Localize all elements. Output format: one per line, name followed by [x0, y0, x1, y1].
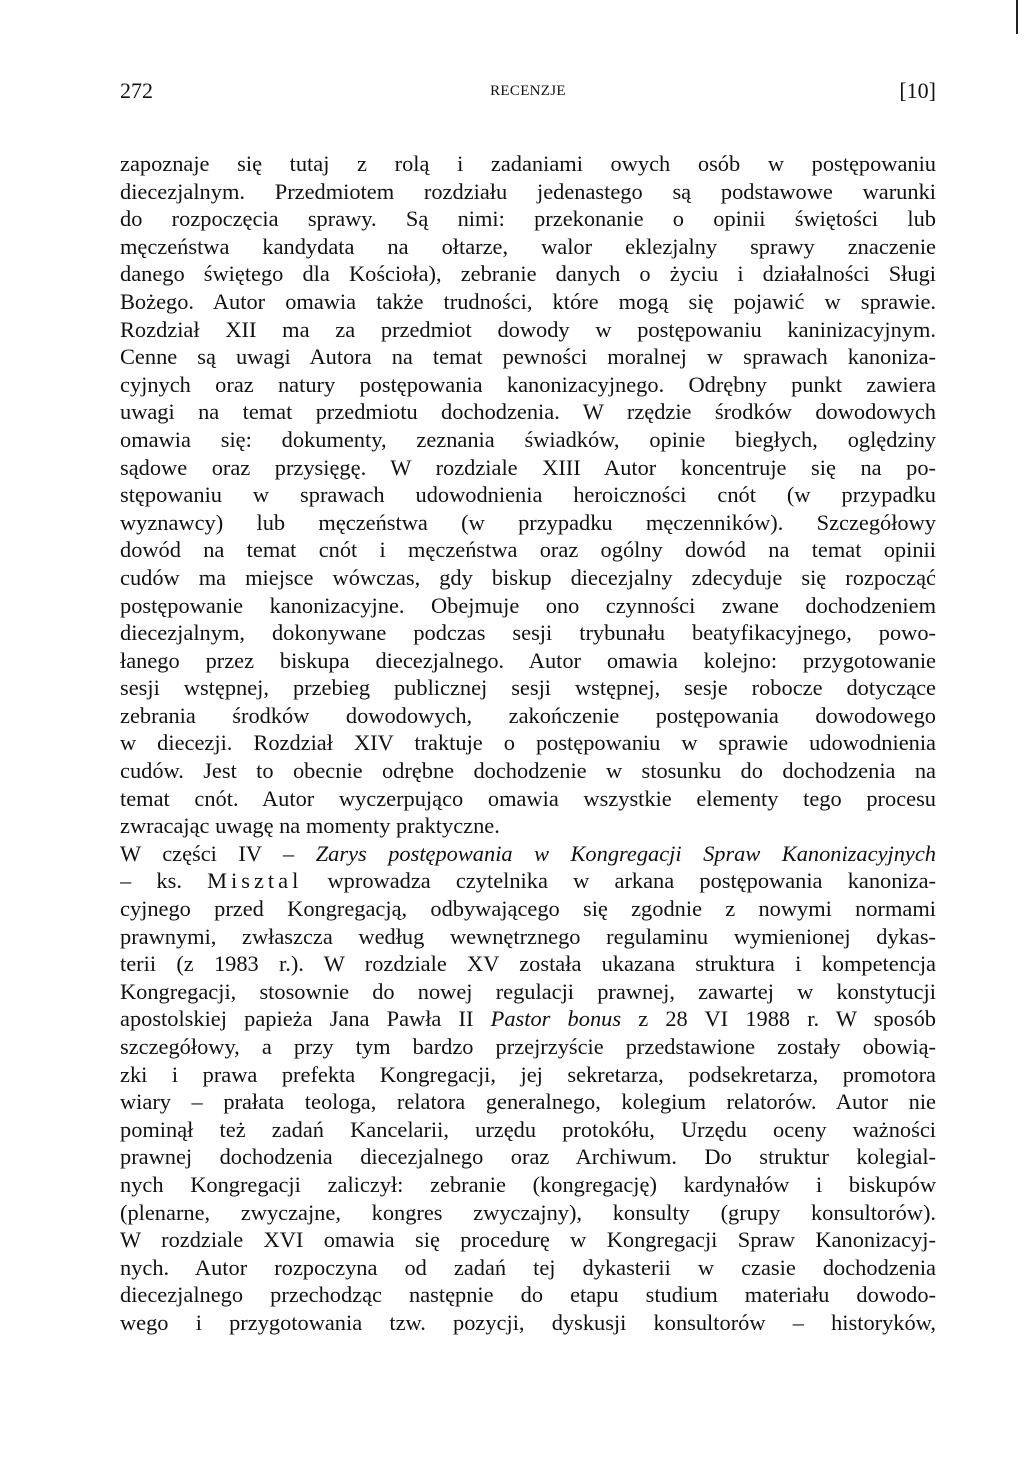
text-run-text: dowód na temat cnót i męczeństwa oraz ogólny dowód na temat opinii: [120, 537, 936, 563]
page-number: 272: [120, 78, 153, 103]
text-line: [120, 840, 936, 868]
text-run-text: cudów. Jest to obecnie odrębne dochodzenie w stosunku do dochodzenia na: [120, 758, 936, 784]
text-run-text: łanego przez biskupa diecezjalnego. Autor omawia kolejno: przygotowanie: [120, 647, 936, 673]
text-line: [120, 619, 936, 647]
text-run-text: uwagi na temat przedmiotu dochodzenia. W rzędzie środków dowodowych: [120, 399, 936, 425]
text-run-text: W rozdziale XVI omawia się procedurę w Kongregacji Spraw Kanonizacyj-: [120, 1227, 936, 1253]
text-run-text: prawnymi, zwłaszcza według wewnętrznego regulaminu wymienionej dykas-: [120, 923, 936, 949]
text-run-text: diecezjalnym, dokonywane podczas sesji trybunału beatyfikacyjnego, powo-: [120, 620, 936, 646]
text-run-text: postępowanie kanonizacyjne. Obejmuje ono czynności zwane dochodzeniem: [120, 592, 936, 618]
text-line: [120, 1061, 936, 1089]
text-run-text: zebrania środków dowodowych, zakończenie postępowania dowodowego: [120, 702, 936, 728]
text-line: [120, 1143, 936, 1171]
text-line: [120, 316, 936, 344]
text-line: [120, 371, 936, 399]
text-line: [120, 729, 936, 757]
text-line: [120, 1254, 936, 1282]
text-line: [120, 923, 936, 951]
text-line: [120, 592, 936, 620]
text-line: [120, 950, 936, 978]
text-run-pre: W części IV –: [120, 840, 316, 866]
text-run-text: nych Kongregacji zaliczył: zebranie (kongregację) kardynałów i biskupów: [120, 1171, 936, 1197]
text-run-text: temat cnót. Autor wyczerpująco omawia wszystkie elementy tego procesu: [120, 785, 936, 811]
text-line: [120, 1171, 936, 1199]
text-line: [120, 1116, 936, 1144]
text-run-text: diecezjalnym. Przedmiotem rozdziału jedenastego są podstawowe warunki: [120, 178, 936, 204]
text-run-text: diecezjalnego przechodząc następnie do etapu studium materiału dowodo-: [120, 1282, 936, 1308]
text-run-text: sesji wstępnej, przebieg publicznej sesji wstępnej, sesje robocze dotyczące: [120, 675, 936, 701]
text-run-text: Kongregacji, stosownie do nowej regulacji prawnej, zawartej w konstytucji: [120, 978, 936, 1004]
text-line: [120, 536, 936, 564]
text-run-text: wyznawcy) lub męczeństwa (w przypadku męczenników). Szczegółowy: [120, 509, 936, 535]
text-line: [120, 674, 936, 702]
running-title: RECENZJE: [490, 83, 566, 99]
text-line: [120, 757, 936, 785]
text-line: [120, 398, 936, 426]
text-line: [120, 564, 936, 592]
text-run-italic: Pastor bonus: [490, 1006, 622, 1032]
text-run-text: terii (z 1983 r.). W rozdziale XV została ukazana struktura i kompetencja: [120, 951, 936, 977]
text-run-text: nych. Autor rozpoczyna od zadań tej dykasterii w czasie dochodzenia: [120, 1254, 936, 1280]
page-edge-mark: [1016, 0, 1018, 34]
text-line: [120, 1033, 936, 1061]
text-run-text: zki i prawa prefekta Kongregacji, jej sekretarza, podsekretarza, promotora: [120, 1061, 936, 1087]
text-run-text: danego świętego dla Kościoła), zebranie danych o życiu i działalności Sługi: [120, 261, 936, 287]
text-line: [120, 1281, 936, 1309]
text-line: [120, 1199, 936, 1227]
text-run-text: (plenarne, zwyczajne, kongres zwyczajny), konsulty (grupy konsultorów).: [120, 1199, 936, 1225]
text-run-italic: Zarys postępowania w Kongregacji Spraw Kanonizacyjnych: [315, 840, 936, 866]
text-line: [120, 233, 936, 261]
text-line: [120, 785, 936, 813]
text-run-text: szczegółowy, a przy tym bardzo przejrzyście przedstawione zostały obowią-: [120, 1034, 936, 1059]
text-line: [120, 481, 936, 509]
text-run-text: Rozdział XII ma za przedmiot dowody w postępowaniu kaninizacyjnym.: [120, 316, 936, 342]
text-line: [120, 867, 936, 895]
text-line: [120, 1005, 936, 1033]
text-line: [120, 978, 936, 1006]
text-run-pre: apostolskiej papieża Jana Pawła II: [120, 1006, 491, 1032]
text-line: [120, 288, 936, 316]
text-run-text: w diecezji. Rozdział XIV traktuje o postępowaniu w sprawie udowodnienia: [120, 730, 936, 756]
text-run-text: cudów ma miejsce wówczas, gdy biskup diecezjalny zdecyduje się rozpocząć: [120, 564, 936, 590]
text-run-text: Bożego. Autor omawia także trudności, które mogą się pojawić w sprawie.: [120, 288, 936, 314]
text-line: [120, 426, 936, 454]
text-line: [120, 1088, 936, 1116]
text-line: [120, 205, 936, 233]
text-run-text: prawnej dochodzenia diecezjalnego oraz Archiwum. Do struktur kolegial-: [120, 1144, 936, 1170]
text-run-text: wiary – prałata teologa, relatora generalnego, kolegium relatorów. Autor nie: [120, 1089, 936, 1115]
body-text: [120, 150, 936, 1337]
text-run-text: sądowe oraz przysięgę. W rozdziale XIII Autor koncentruje się na po-: [120, 454, 936, 480]
text-line: [120, 509, 936, 537]
text-line: [120, 1226, 936, 1254]
section-marker: [10]: [899, 78, 936, 103]
text-run-post: z 28 VI 1988 r. W sposób: [621, 1006, 936, 1032]
running-header: [120, 76, 936, 106]
text-run-text: stępowaniu w sprawach udowodnienia heroiczności cnót (w przypadku: [120, 482, 936, 508]
text-line: [120, 1309, 936, 1337]
text-run-text: zapoznaje się tutaj z rolą i zadaniami owych osób w postępowaniu: [120, 151, 936, 176]
text-run-text: cyjnych oraz natury postępowania kanonizacyjnego. Odrębny punkt zawiera: [120, 371, 936, 397]
text-line: [120, 454, 936, 482]
text-run-text: wego i przygotowania tzw. pozycji, dyskusji konsultorów – historyków,: [120, 1309, 936, 1335]
text-line: [120, 260, 936, 288]
text-line: [120, 343, 936, 371]
text-line: [120, 812, 936, 840]
text-run-pre: – ks.: [120, 868, 208, 894]
text-line: [120, 702, 936, 730]
text-run-text: męczeństwa kandydata na ołtarze, walor eklezjalny sprawy znaczenie: [120, 233, 936, 259]
text-line: [120, 150, 936, 178]
text-run-text: do rozpoczęcia sprawy. Są nimi: przekonanie o opinii świętości lub: [120, 206, 936, 232]
text-run-spaced: Misztal: [207, 868, 303, 894]
text-line: [120, 895, 936, 923]
text-line: [120, 178, 936, 206]
text-run-text: cyjnego przed Kongregacją, odbywającego się zgodnie z nowymi normami: [120, 896, 936, 922]
text-run-text: omawia się: dokumenty, zeznania świadków, opinie biegłych, oględziny: [120, 426, 936, 452]
text-run-text: Cenne są uwagi Autora na temat pewności moralnej w sprawach kanoniza-: [120, 344, 936, 370]
text-run-text: pominął też zadań Kancelarii, urzędu protokółu, Urzędu oceny ważności: [120, 1116, 936, 1142]
text-line: [120, 647, 936, 675]
text-run-text: zwracając uwagę na momenty praktyczne.: [120, 813, 500, 839]
text-run-post: wprowadza czytelnika w arkana postępowania kanoniza-: [302, 868, 936, 894]
